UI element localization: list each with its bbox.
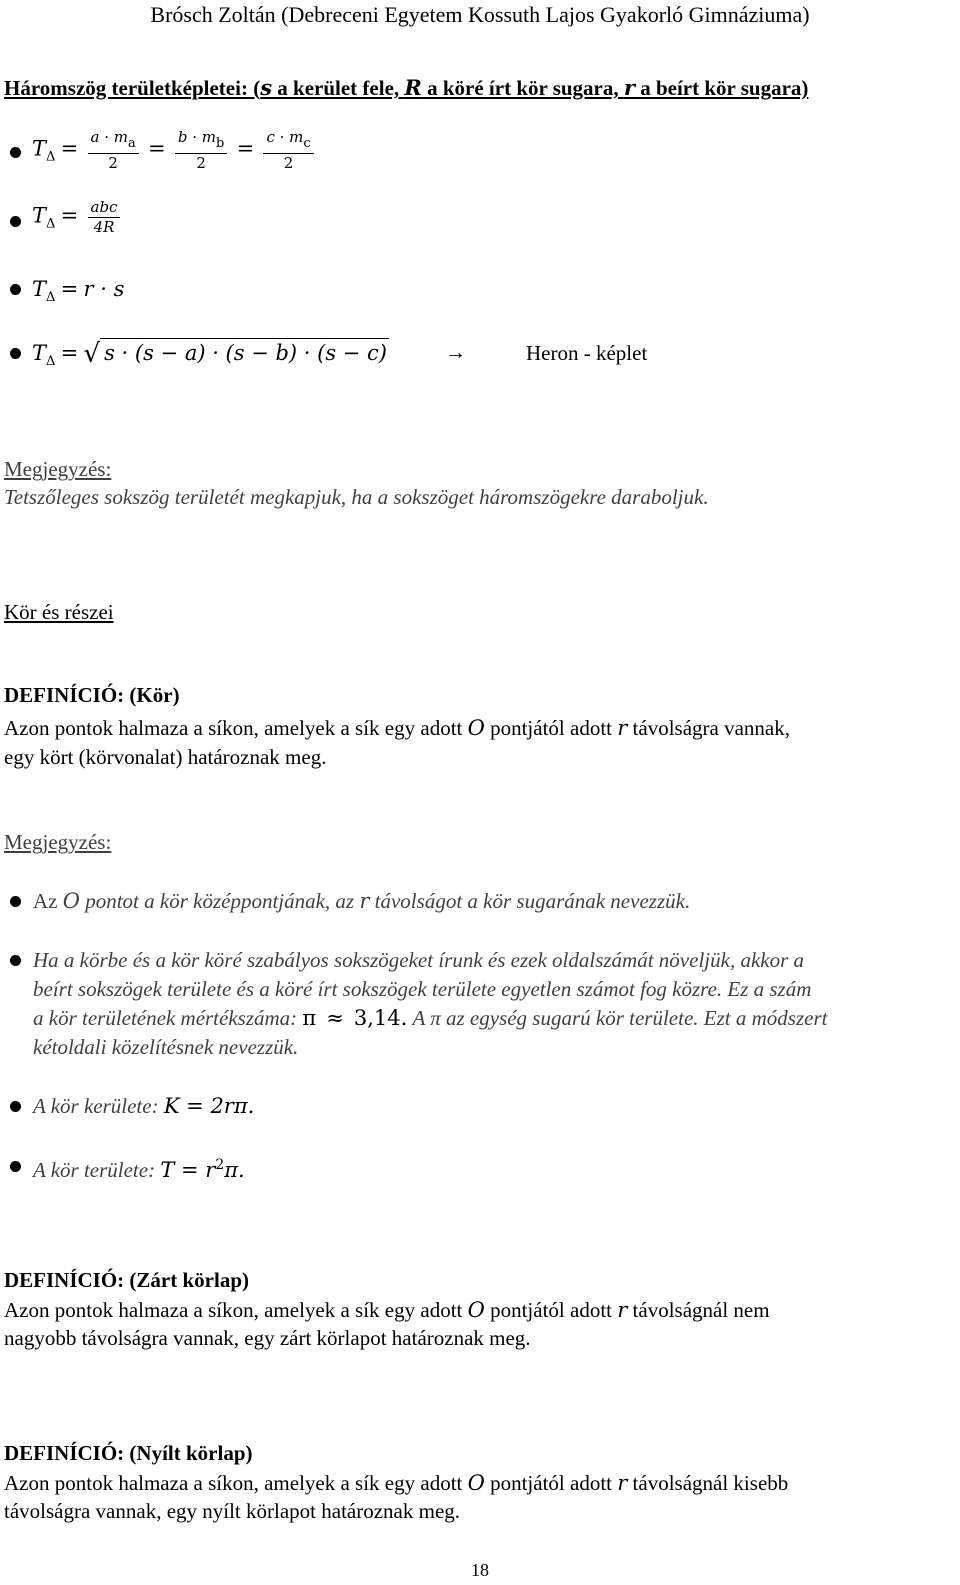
formula-area-circumradius: $T_\Delta$ = $\frac{\text{abc}}{4R}$ — [32, 198, 124, 250]
note-bullet-approximation-4: kétoldali közelítésnek nevezzük. — [33, 1035, 299, 1059]
note-label: Megjegyzés: — [4, 457, 112, 481]
definition-text-closed-disk-2: nagyobb távolságra vannak, egy zárt körlapot határoznak meg. — [4, 1326, 531, 1350]
section-title: Kör és részei — [4, 600, 114, 624]
note-bullet-approximation-1: Ha a körbe és a kör köré szabályos sokszögeket írunk és ezek oldalszámát növeljük, akkor a — [33, 948, 805, 972]
note-label: Megjegyzés: — [4, 830, 112, 854]
note-bullet-center-radius: Az O pontot a kör középpontjának, az r távolságot a kör sugarának nevezzük. — [33, 889, 691, 913]
page-header: Brósch Zoltán (Debreceni Egyetem Kossuth Lajos Gyakorló Gimnáziuma) — [150, 2, 810, 27]
definition-text-open-disk-2: távolságra vannak, egy nyílt körlapot határoznak meg. — [4, 1499, 461, 1523]
bullet-dot — [10, 284, 21, 295]
definition-text-open-disk: Azon pontok halmaza a síkon, amelyek a sík egy adott O pontjától adott r távolságnál kisebb — [4, 1471, 789, 1495]
bullet-dot — [10, 896, 21, 907]
note-bullet-approximation-2: beírt sokszögek területe és a köré írt sokszögek területe egyetlen számot fog közre. Ez a szám — [33, 977, 812, 1001]
triangle-formulas-title: Háromszög területképletei: (s a kerület fele, R a köré írt kör sugara, r a beírt kör sugara) — [4, 75, 809, 100]
bullet-dot — [10, 147, 21, 158]
definition-text-circle: Azon pontok halmaza a síkon, amelyek a sík egy adott O pontjától adott r távolságra vannak, — [4, 716, 790, 740]
page-number: 18 — [471, 1560, 489, 1580]
note-bullet-approximation-3: a kör területének mértékszáma: π ≈ 3,14. A π az egység sugarú kör területe. Ezt a módszert — [33, 1006, 828, 1030]
bullet-dot — [10, 348, 21, 359]
right-arrow-icon: → — [445, 340, 466, 364]
definition-title-circle: DEFINÍCIÓ: (Kör) — [4, 683, 180, 707]
definition-title-open-disk: DEFINÍCIÓ: (Nyílt körlap) — [4, 1441, 253, 1465]
formula-heron: $T_\Delta$ = √ s · (s − a) · (s − b) · (s − c) — [32, 339, 387, 369]
bullet-dot — [10, 955, 21, 966]
definition-text-circle-2: egy kört (körvonalat) határoznak meg. — [4, 745, 327, 769]
formula-area-inradius: $T_\Delta = r \cdot s$ — [32, 277, 125, 305]
circle-perimeter: A kör kerülete: K = 2rπ. — [33, 1094, 255, 1118]
bullet-dot — [10, 1161, 21, 1172]
definition-title-closed-disk: DEFINÍCIÓ: (Zárt körlap) — [4, 1268, 249, 1292]
heron-label: Heron - képlet — [526, 341, 648, 365]
note-text: Tetszőleges sokszög területét megkapjuk, ha a sokszöget háromszögekre daraboljuk. — [4, 485, 709, 509]
circle-area: A kör területe: $T = r^2\pi$. — [33, 1157, 245, 1182]
bullet-dot — [10, 216, 21, 227]
formula-area-altitude: $T_\Delta$ = $\frac{a \cdot ma}{2}$ = $\frac{b \cdot mb}{2}$ = $\frac{c \cdot mc}{2}$ — [32, 128, 318, 180]
definition-text-closed-disk: Azon pontok halmaza a síkon, amelyek a sík egy adott O pontjától adott r távolságnál nem — [4, 1298, 770, 1322]
bullet-dot — [10, 1101, 21, 1112]
